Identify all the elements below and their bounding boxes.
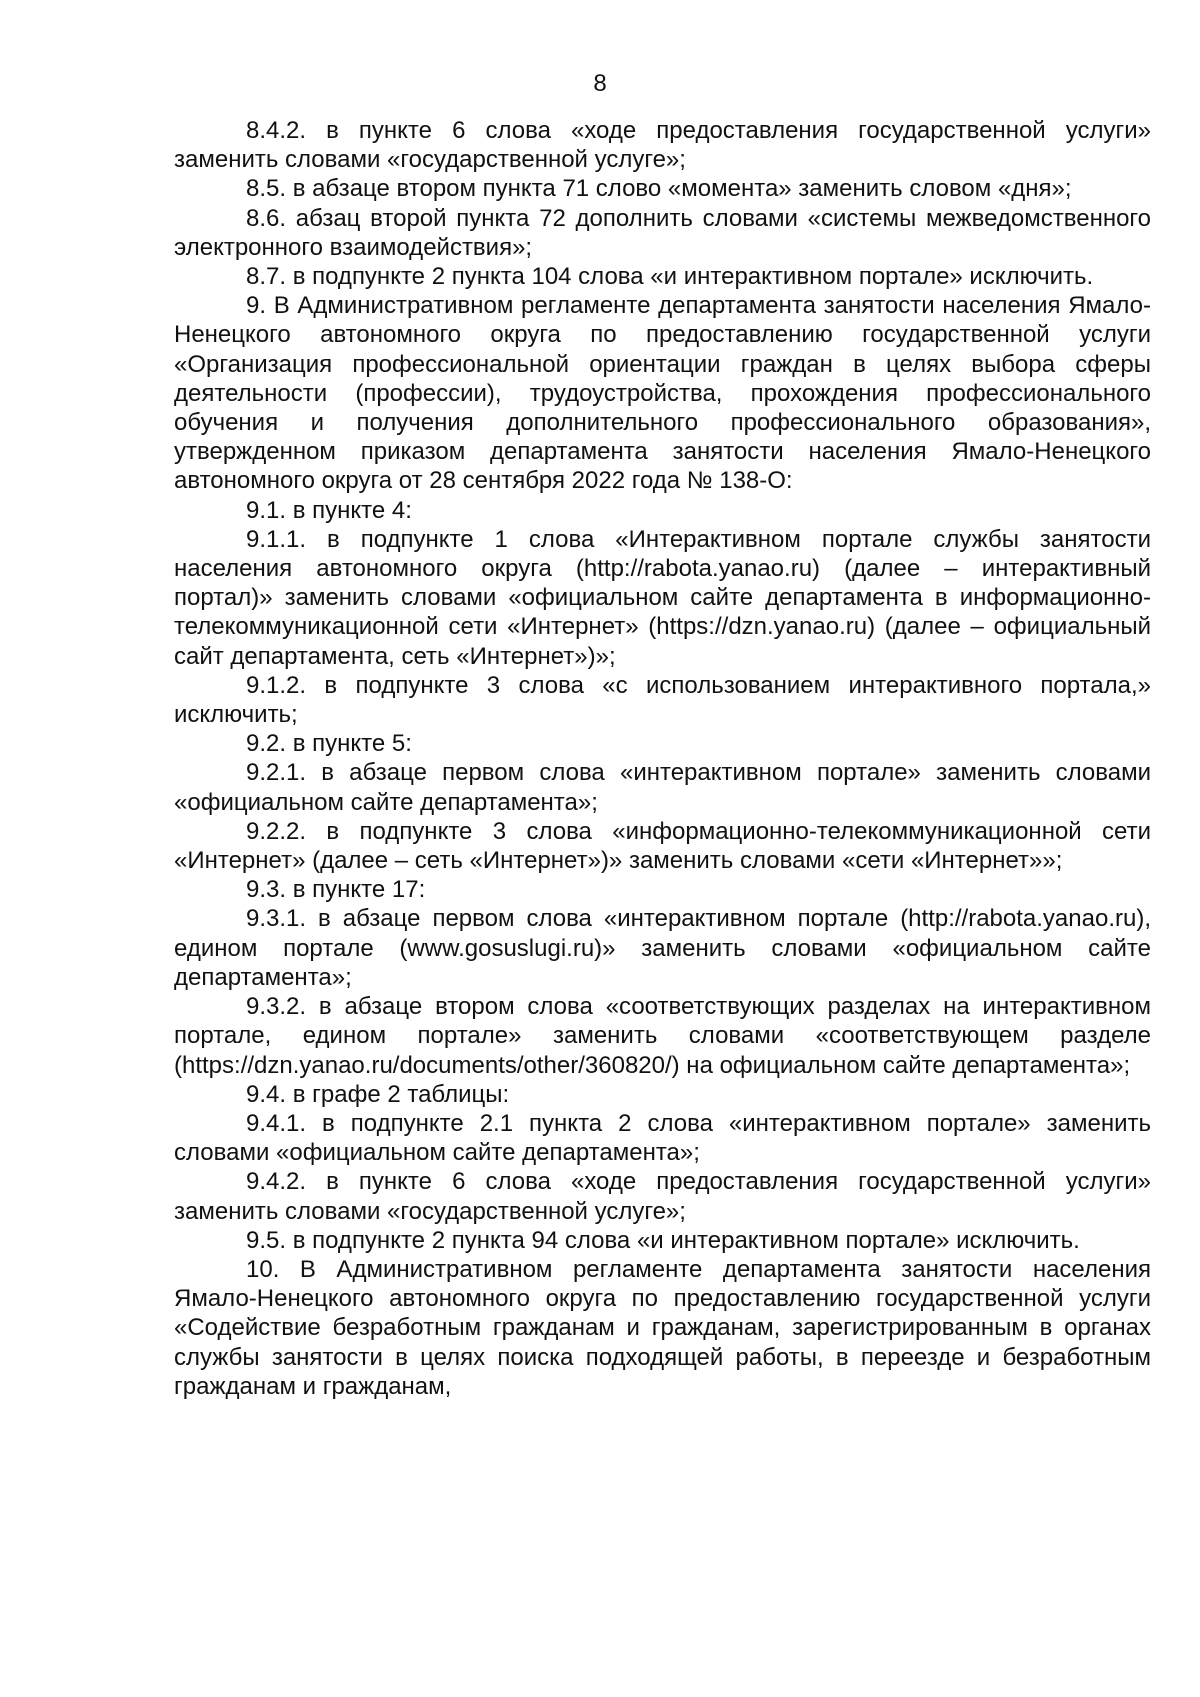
page-number: 8 <box>593 70 607 97</box>
paragraph-9-1-2: 9.1.2. в подпункте 3 слова «с использованием интерактивного портала,» исключить; <box>174 671 1151 729</box>
paragraph-9-2: 9.2. в пункте 5: <box>246 730 412 758</box>
paragraph-10: 10. В Административном регламенте департамента занятости населения Ямало-Ненецкого автономного округа по предоставлению государственной услуги «Содействие безработным гражданам и гражданам, зарегистрированным в органах службы занятости в целях поиска подходящей работы, в переезде и безработным гражданам и гражданам, <box>174 1255 1151 1400</box>
paragraph-9-4-2: 9.4.2. в пункте 6 слова «ходе предоставления государственной услуги» заменить словами «государственной услуге»; <box>174 1168 1151 1225</box>
paragraph-9-2-1: 9.2.1. в абзаце первом слова «интерактивном портале» заменить словами «официальном сайте департамента»; <box>174 759 1151 816</box>
paragraph-8-5: 8.5. в абзаце втором пункта 71 слово «момента» заменить словом «дня»; <box>246 175 1072 203</box>
paragraph-9-3-1: 9.3.1. в абзаце первом слова «интерактивном портале (http://rabota.yanao.ru), едином портале (www.gosuslugi.ru)» заменить словами «официальном сайте департамента»; <box>174 905 1151 991</box>
document-body <box>174 116 1151 1401</box>
paragraph-9-4-1: 9.4.1. в подпункте 2.1 пункта 2 слова «интерактивном портале» заменить словами «официальном сайте департамента»; <box>174 1109 1151 1167</box>
paragraph-9-3: 9.3. в пункте 17: <box>246 876 426 904</box>
paragraph-9-1-1: 9.1.1. в подпункте 1 слова «Интерактивном портале службы занятости населения автономного округа (http://rabota.yanao.ru) (далее – интерактивный портал)» заменить словами «официальном сайте департамента в информационно-телекоммуникационной сети «Интернет» (https://dzn.yanao.ru) (далее – официальный сайт департамента, сеть «Интернет»)»; <box>174 525 1151 670</box>
paragraph-9: 9. В Административном регламенте департамента занятости населения Ямало-Ненецкого автономного округа по предоставлению государственной услуги «Организация профессиональной ориентации граждан в целях выбора сферы деятельности (профессии), трудоустройства, прохождения профессионального обучения и получения дополнительного профессионального образования», утвержденном приказом департамента занятости населения Ямало-Ненецкого автономного округа от 28 сентября 2022 года № 138-О: <box>174 292 1151 495</box>
paragraph-8-6: 8.6. абзац второй пункта 72 дополнить словами «системы межведомственного электронного взаимодействия»; <box>174 204 1151 261</box>
paragraph-8-7: 8.7. в подпункте 2 пункта 104 слова «и интерактивном портале» исключить. <box>246 263 1094 291</box>
paragraph-9-1: 9.1. в пункте 4: <box>246 496 412 524</box>
paragraph-8-4-2: 8.4.2. в пункте 6 слова «ходе предоставления государственной услуги» заменить словами «государственной услуге»; <box>174 117 1151 174</box>
paragraph-9-4: 9.4. в графе 2 таблицы: <box>246 1080 510 1108</box>
paragraph-9-2-2: 9.2.2. в подпункте 3 слова «информационно-телекоммуникационной сети «Интернет» (далее – сеть «Интернет»)» заменить словами «сети «Интернет»»; <box>174 817 1151 875</box>
paragraph-9-3-2: 9.3.2. в абзаце втором слова «соответствующих разделах на интерактивном портале, едином портале» заменить словами «соответствующем разделе (https://dzn.yanao.ru/documents/other/360820/) на официальном сайте департамента»; <box>174 993 1151 1079</box>
paragraph-9-5: 9.5. в подпункте 2 пункта 94 слова «и интерактивном портале» исключить. <box>246 1226 1080 1254</box>
